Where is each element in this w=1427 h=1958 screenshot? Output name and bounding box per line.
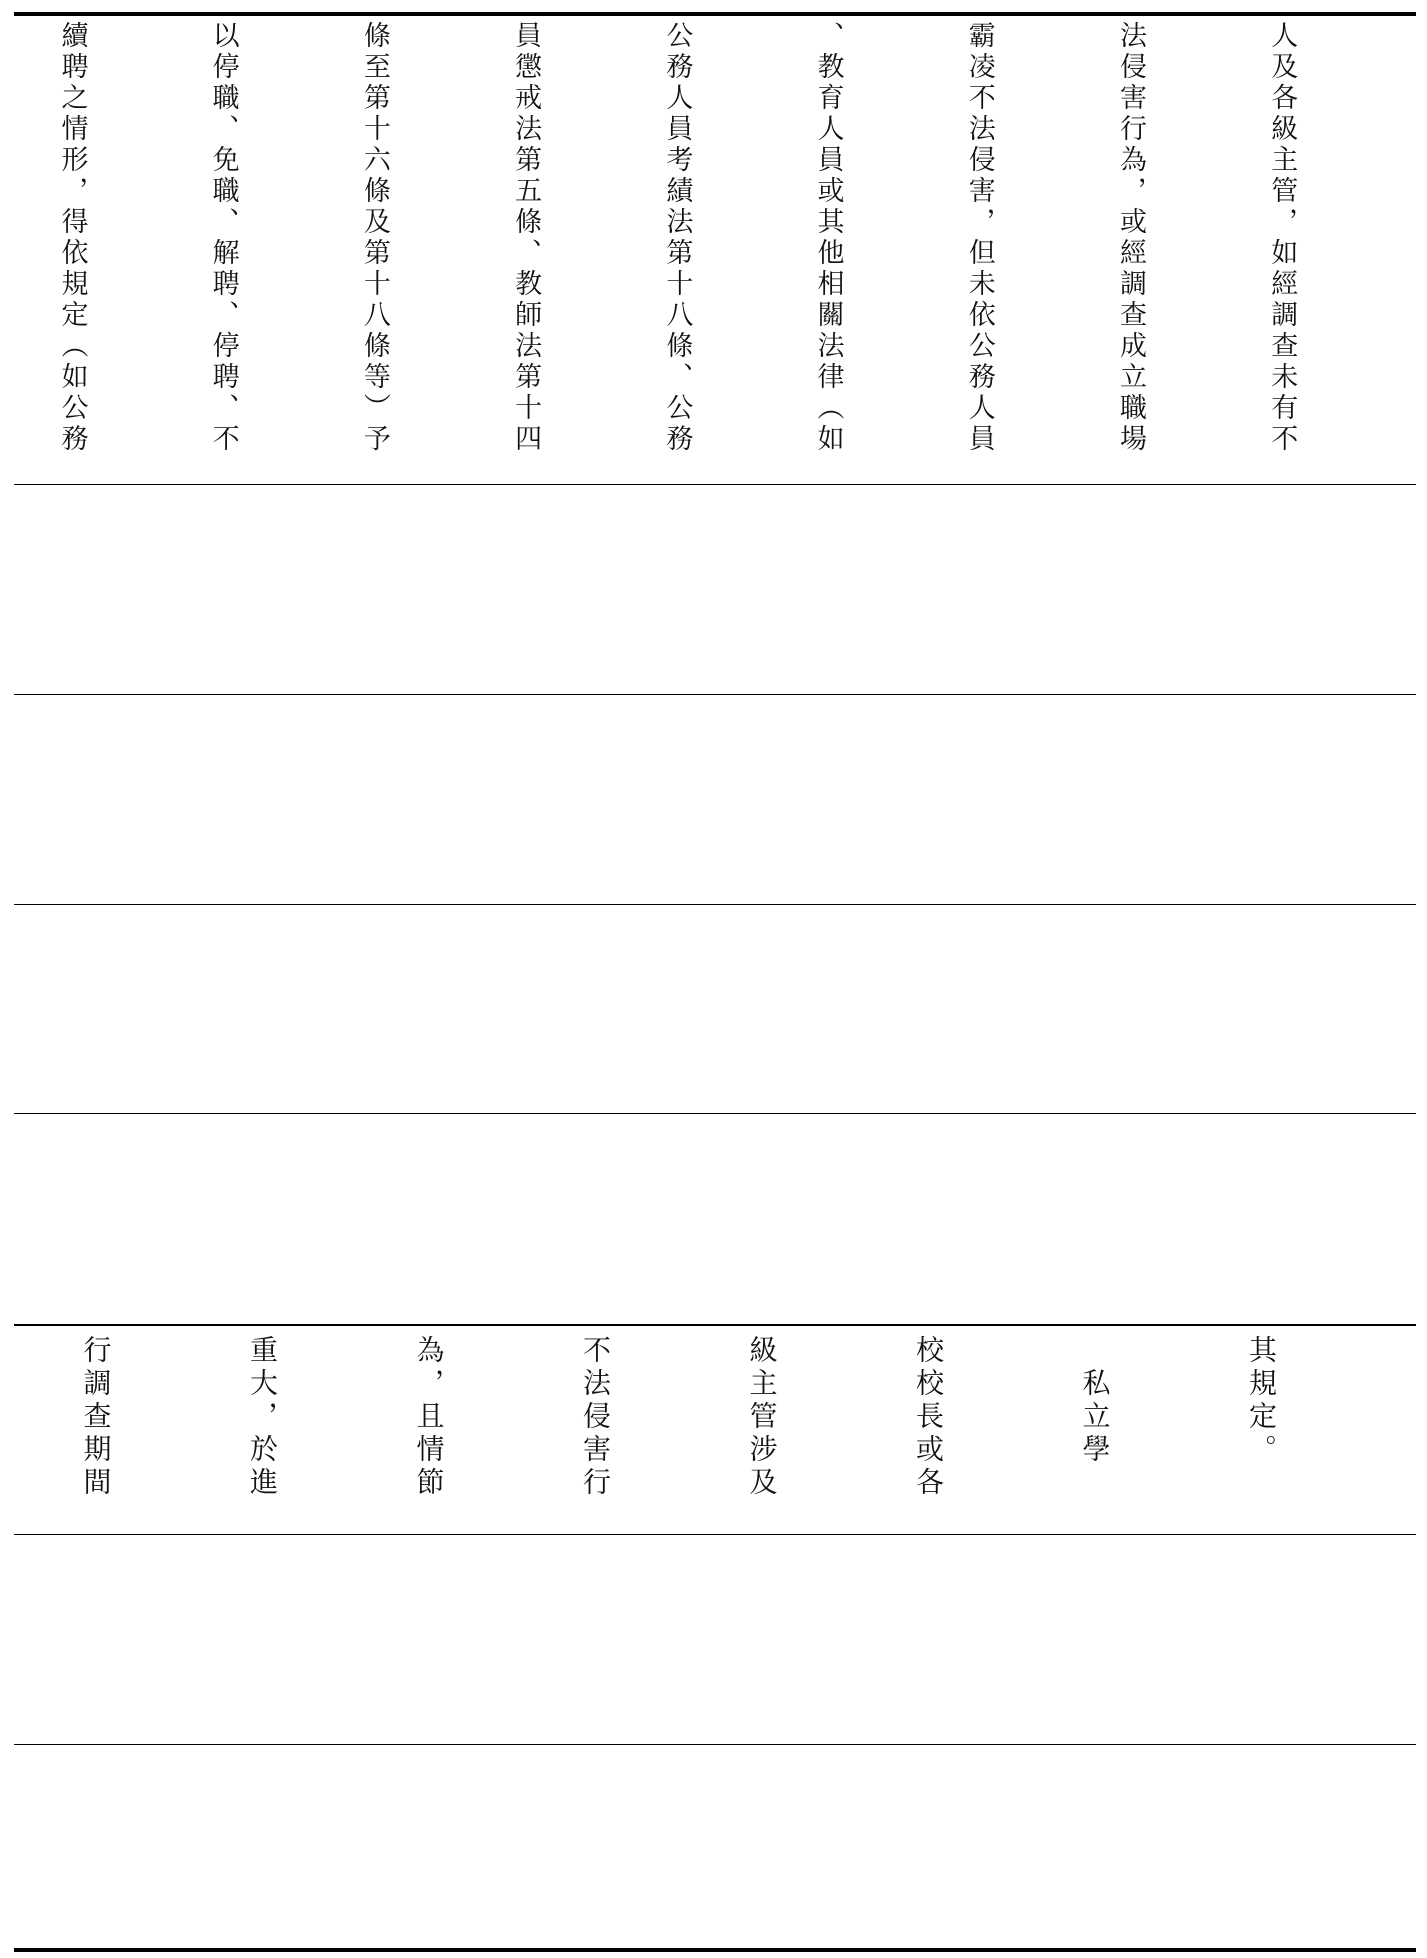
text-line: 校校長或各 — [912, 1335, 945, 1500]
explanation-text — [14, 21, 1407, 481]
row-divider-7 — [14, 1744, 1416, 1745]
text-line: 私立學 — [1078, 1335, 1112, 1467]
text-line: 重大，於進 — [246, 1335, 279, 1500]
text-line: 級主管涉及 — [745, 1335, 779, 1500]
text-line: 為，且情節 — [412, 1335, 446, 1500]
text-line: 公務人員考績法第十八條、公務 — [661, 21, 693, 455]
row-divider-1 — [14, 484, 1416, 485]
text-line: 不法侵害行 — [579, 1335, 612, 1500]
row-divider-6 — [14, 1534, 1416, 1535]
text-line: 、教育人員或其他相關法律（如 — [812, 21, 844, 455]
text-line: 員懲戒法第五條、教師法第十四 — [510, 21, 542, 455]
article-text — [14, 1335, 1400, 1531]
text-line: 續聘之情形，得依規定（如公務 — [56, 21, 88, 455]
text-line: 霸凌不法侵害，但未依公務人員 — [963, 21, 995, 455]
row-divider-2 — [14, 694, 1416, 695]
bottom-border-rule — [14, 1948, 1416, 1952]
explanation-cell — [14, 17, 1416, 483]
text-line: 人及各級主管，如經調查未有不 — [1266, 21, 1298, 455]
top-border-rule — [14, 12, 1416, 16]
row-divider-3 — [14, 904, 1416, 905]
text-line: 以停職、免職、解聘、停聘、不 — [207, 21, 239, 455]
text-line: 行調查期間 — [79, 1335, 113, 1500]
row-divider-5 — [14, 1324, 1416, 1326]
text-line: 條至第十六條及第十八條等）予 — [358, 21, 390, 455]
row-divider-4 — [14, 1113, 1416, 1114]
article-cell — [14, 1327, 1416, 1533]
text-line: 法侵害行為，或經調查成立職場 — [1114, 21, 1146, 455]
text-line: 其規定。 — [1245, 1335, 1278, 1467]
